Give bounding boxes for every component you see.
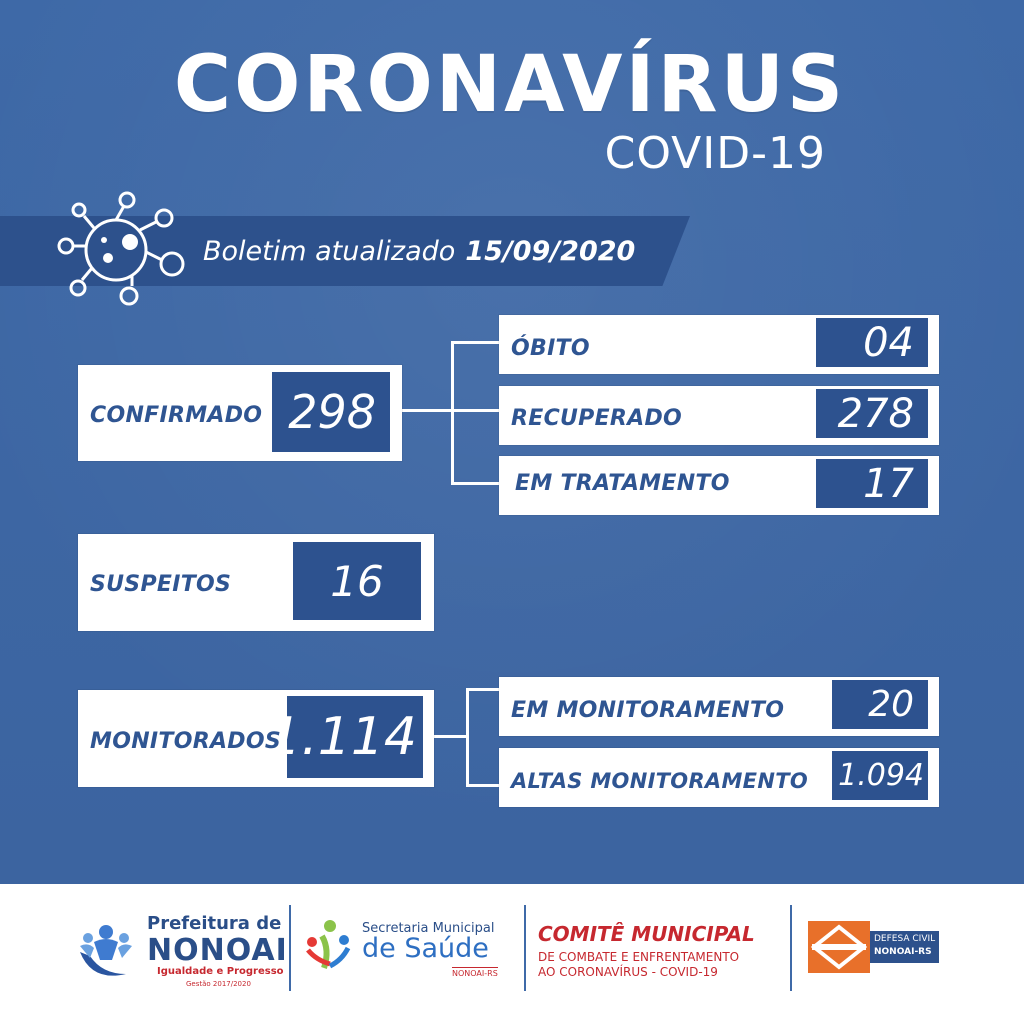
connector-em-tratamento <box>451 482 501 485</box>
connector-altas-monitoramento <box>466 784 500 787</box>
connector-monitorados <box>432 735 468 738</box>
confirmado-label: CONFIRMADO <box>90 403 263 428</box>
page-subtitle: COVID-19 <box>604 128 826 179</box>
confirmado-value: 298 <box>272 372 390 452</box>
obito-value: 04 <box>816 318 928 367</box>
monitorados-label: MONITORADOS <box>90 729 281 754</box>
obito-label: ÓBITO <box>511 336 590 361</box>
altas-monitoramento-label: ALTAS MONITORAMENTO <box>511 769 808 793</box>
recuperado-label: RECUPERADO <box>511 406 683 431</box>
connector-em-monitoramento <box>466 688 500 691</box>
bulletin-label: Boletim atualizado <box>203 236 456 267</box>
page-title: CORONAVÍRUS <box>173 40 847 130</box>
prefeitura-line1: Prefeitura de <box>147 913 282 934</box>
connector-confirmado-vertical <box>451 341 454 484</box>
defesa-line2: NONOAI-RS <box>874 947 932 957</box>
altas-monitoramento-value: 1.094 <box>832 751 928 800</box>
virus-icon <box>52 188 192 310</box>
saude-logo-icon <box>300 916 358 978</box>
suspeitos-value: 16 <box>293 542 421 620</box>
saude-line2: de Saúde <box>362 933 489 964</box>
connector-confirmado <box>400 409 452 412</box>
comite-line1: COMITÊ MUNICIPAL <box>538 922 755 946</box>
connector-monitorados-vertical <box>466 688 469 787</box>
em-monitoramento-label: EM MONITORAMENTO <box>511 698 785 723</box>
em-monitoramento-value: 20 <box>832 680 928 729</box>
defesa-line1: DEFESA CIVIL <box>874 934 936 944</box>
suspeitos-label: SUSPEITOS <box>90 572 232 597</box>
footer-divider-3 <box>790 905 792 991</box>
prefeitura-line3: Igualdade e Progresso <box>157 966 284 977</box>
monitorados-value: 1.114 <box>287 696 423 778</box>
saude-line3: NONOAI-RS <box>452 969 498 978</box>
defesa-civil-logo <box>808 921 870 973</box>
defesa-civil-logo-icon <box>808 921 870 973</box>
connector-recuperado <box>451 409 501 412</box>
comite-line2: DE COMBATE E ENFRENTAMENTO <box>538 950 740 964</box>
em-tratamento-value: 17 <box>816 459 928 508</box>
prefeitura-line4: Gestão 2017/2020 <box>186 980 251 988</box>
prefeitura-line2: NONOAI <box>147 933 288 968</box>
em-tratamento-label: EM TRATAMENTO <box>515 471 730 496</box>
saude-line1: Secretaria Municipal <box>362 921 495 936</box>
bulletin-text <box>203 236 635 267</box>
footer-divider-1 <box>289 905 291 991</box>
comite-line3: AO CORONAVÍRUS - COVID-19 <box>538 965 718 979</box>
connector-obito <box>451 341 501 344</box>
recuperado-value: 278 <box>816 389 928 438</box>
bulletin-date: 15/09/2020 <box>465 236 636 267</box>
prefeitura-logo-icon <box>72 912 140 982</box>
footer-divider-2 <box>524 905 526 991</box>
